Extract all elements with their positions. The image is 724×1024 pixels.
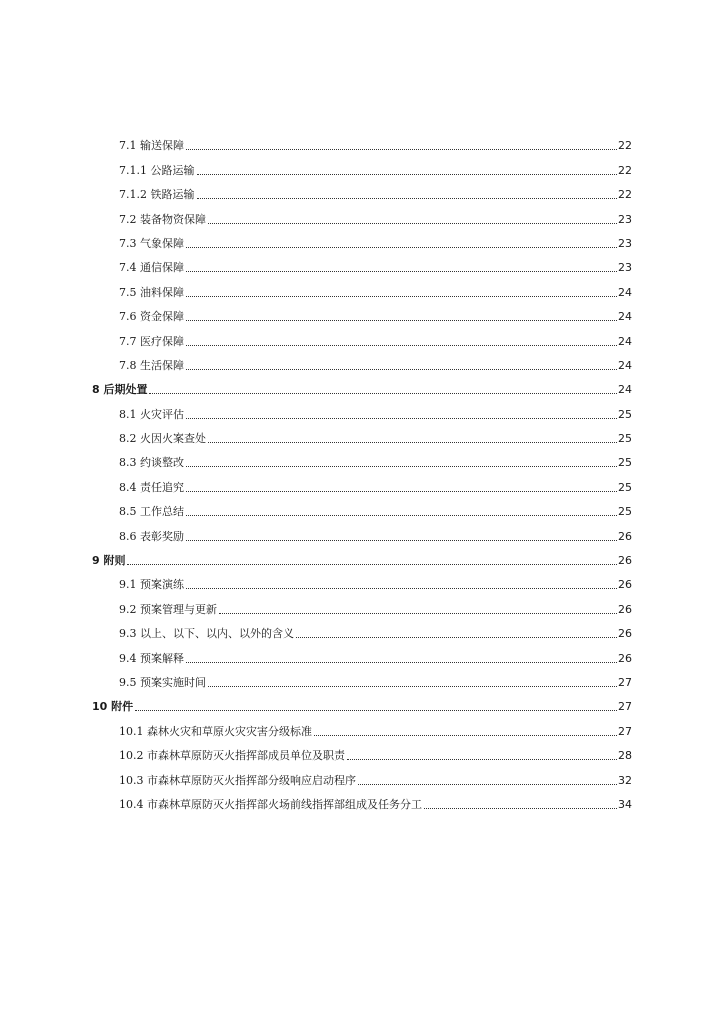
toc-entry-title: 7.3 气象保障 (119, 236, 184, 250)
toc-entry-title: 10.4 市森林草原防灭火指挥部火场前线指挥部组成及任务分工 (119, 797, 422, 811)
toc-page-number: 34 (618, 797, 632, 811)
toc-leader-dots (358, 783, 617, 785)
toc-entry[interactable] (92, 713, 632, 737)
toc-leader-dots (186, 246, 617, 248)
toc-entry-title: 10.3 市森林草原防灭火指挥部分级响应启动程序 (119, 773, 356, 787)
toc-entry[interactable] (92, 201, 632, 225)
toc-entry[interactable] (92, 494, 632, 518)
toc-entry[interactable] (92, 128, 632, 152)
toc-entry-title: 7.8 生活保障 (119, 358, 184, 372)
toc-entry-title: 8.5 工作总结 (119, 505, 184, 519)
toc-page-number: 26 (618, 627, 632, 641)
toc-entry-title: 7.1.1 公路运输 (119, 163, 195, 177)
toc-leader-dots (186, 661, 617, 663)
toc-entry-title: 7.5 油料保障 (119, 285, 184, 299)
toc-entry[interactable] (92, 665, 632, 689)
toc-entry[interactable] (92, 616, 632, 640)
toc-leader-dots (219, 612, 617, 614)
toc-chapter-entry[interactable] (92, 689, 632, 713)
toc-entry-title: 10.2 市森林草原防灭火指挥部成员单位及职责 (119, 749, 345, 763)
toc-entry-title: 9.3 以上、以下、以内、以外的含义 (119, 627, 294, 641)
toc-page-number: 25 (618, 480, 632, 494)
toc-page-number: 32 (618, 773, 632, 787)
toc-entry[interactable] (92, 226, 632, 250)
toc-chapter-title: 10 附件 (92, 700, 134, 714)
toc-entry-title: 7.6 资金保障 (119, 310, 184, 324)
toc-page-number: 25 (618, 456, 632, 470)
toc-leader-dots (208, 685, 617, 687)
toc-page-number: 24 (618, 334, 632, 348)
toc-entry-title: 8.6 表彰奖励 (119, 529, 184, 543)
toc-chapter-entry[interactable] (92, 372, 632, 396)
toc-page-number: 25 (618, 407, 632, 421)
toc-entry[interactable] (92, 591, 632, 615)
toc-entry[interactable] (92, 396, 632, 420)
toc-entry-title: 8.3 约谈整改 (119, 456, 184, 470)
toc-leader-dots (127, 563, 617, 565)
toc-leader-dots (186, 295, 617, 297)
toc-chapter-entry[interactable] (92, 543, 632, 567)
toc-entry[interactable] (92, 323, 632, 347)
toc-leader-dots (424, 807, 617, 809)
toc-leader-dots (186, 417, 617, 419)
toc-chapter-title: 8 后期处置 (92, 383, 148, 397)
toc-entry-title: 9.4 预案解释 (119, 651, 184, 665)
toc-entry[interactable] (92, 299, 632, 323)
toc-page-number: 26 (618, 651, 632, 665)
toc-leader-dots (186, 344, 617, 346)
toc-entry[interactable] (92, 738, 632, 762)
toc-leader-dots (186, 587, 617, 589)
toc-page-number: 28 (618, 749, 632, 763)
toc-page-number: 22 (618, 163, 632, 177)
toc-page-number: 26 (618, 529, 632, 543)
toc-page-number: 25 (618, 432, 632, 446)
toc-entry-title: 8.2 火因火案查处 (119, 432, 206, 446)
toc-leader-dots (186, 539, 617, 541)
toc-leader-dots (186, 465, 617, 467)
toc-leader-dots (186, 368, 617, 370)
toc-page-number: 24 (618, 358, 632, 372)
toc-page-number: 22 (618, 139, 632, 153)
toc-leader-dots (149, 392, 617, 394)
toc-entry-title: 8.4 责任追究 (119, 480, 184, 494)
toc-entry[interactable] (92, 177, 632, 201)
toc-entry[interactable] (92, 762, 632, 786)
toc-leader-dots (186, 490, 617, 492)
toc-entry[interactable] (92, 274, 632, 298)
toc-page-number: 27 (618, 700, 632, 714)
toc-entry-title: 7.1.2 铁路运输 (119, 188, 195, 202)
toc-page-number: 26 (618, 602, 632, 616)
table-of-contents (92, 128, 632, 811)
toc-leader-dots (208, 222, 617, 224)
toc-entry[interactable] (92, 469, 632, 493)
toc-page-number: 23 (618, 261, 632, 275)
toc-page-number: 26 (618, 554, 632, 568)
toc-entry-title: 7.7 医疗保障 (119, 334, 184, 348)
toc-entry-title: 9.2 预案管理与更新 (119, 602, 217, 616)
toc-entry-title: 9.1 预案演练 (119, 578, 184, 592)
toc-entry-title: 9.5 预案实施时间 (119, 675, 206, 689)
toc-page-number: 27 (618, 724, 632, 738)
toc-leader-dots (296, 636, 617, 638)
toc-entry[interactable] (92, 518, 632, 542)
toc-entry[interactable] (92, 348, 632, 372)
toc-entry-title: 7.4 通信保障 (119, 261, 184, 275)
toc-leader-dots (186, 514, 617, 516)
toc-entry[interactable] (92, 787, 632, 811)
toc-entry[interactable] (92, 250, 632, 274)
toc-page-number: 25 (618, 505, 632, 519)
toc-page-number: 27 (618, 675, 632, 689)
toc-entry[interactable] (92, 640, 632, 664)
toc-entry-title: 7.2 装备物资保障 (119, 212, 206, 226)
toc-entry-title: 7.1 输送保障 (119, 139, 184, 153)
toc-page-number: 23 (618, 212, 632, 226)
toc-page-number: 24 (618, 310, 632, 324)
toc-leader-dots (197, 197, 618, 199)
toc-leader-dots (314, 734, 617, 736)
toc-leader-dots (347, 758, 617, 760)
toc-entry[interactable] (92, 152, 632, 176)
toc-leader-dots (135, 709, 617, 711)
toc-leader-dots (186, 270, 617, 272)
toc-page-number: 23 (618, 236, 632, 250)
toc-entry-title: 10.1 森林火灾和草原火灾灾害分级标准 (119, 724, 312, 738)
toc-page-number: 22 (618, 188, 632, 202)
toc-chapter-title: 9 附则 (92, 554, 126, 568)
toc-entry[interactable] (92, 421, 632, 445)
toc-leader-dots (208, 441, 617, 443)
toc-page-number: 24 (618, 285, 632, 299)
toc-leader-dots (186, 148, 617, 150)
toc-entry[interactable] (92, 567, 632, 591)
toc-leader-dots (197, 173, 618, 175)
toc-leader-dots (186, 319, 617, 321)
toc-entry[interactable] (92, 445, 632, 469)
toc-entry-title: 8.1 火灾评估 (119, 407, 184, 421)
toc-page-number: 24 (618, 383, 632, 397)
toc-page-number: 26 (618, 578, 632, 592)
